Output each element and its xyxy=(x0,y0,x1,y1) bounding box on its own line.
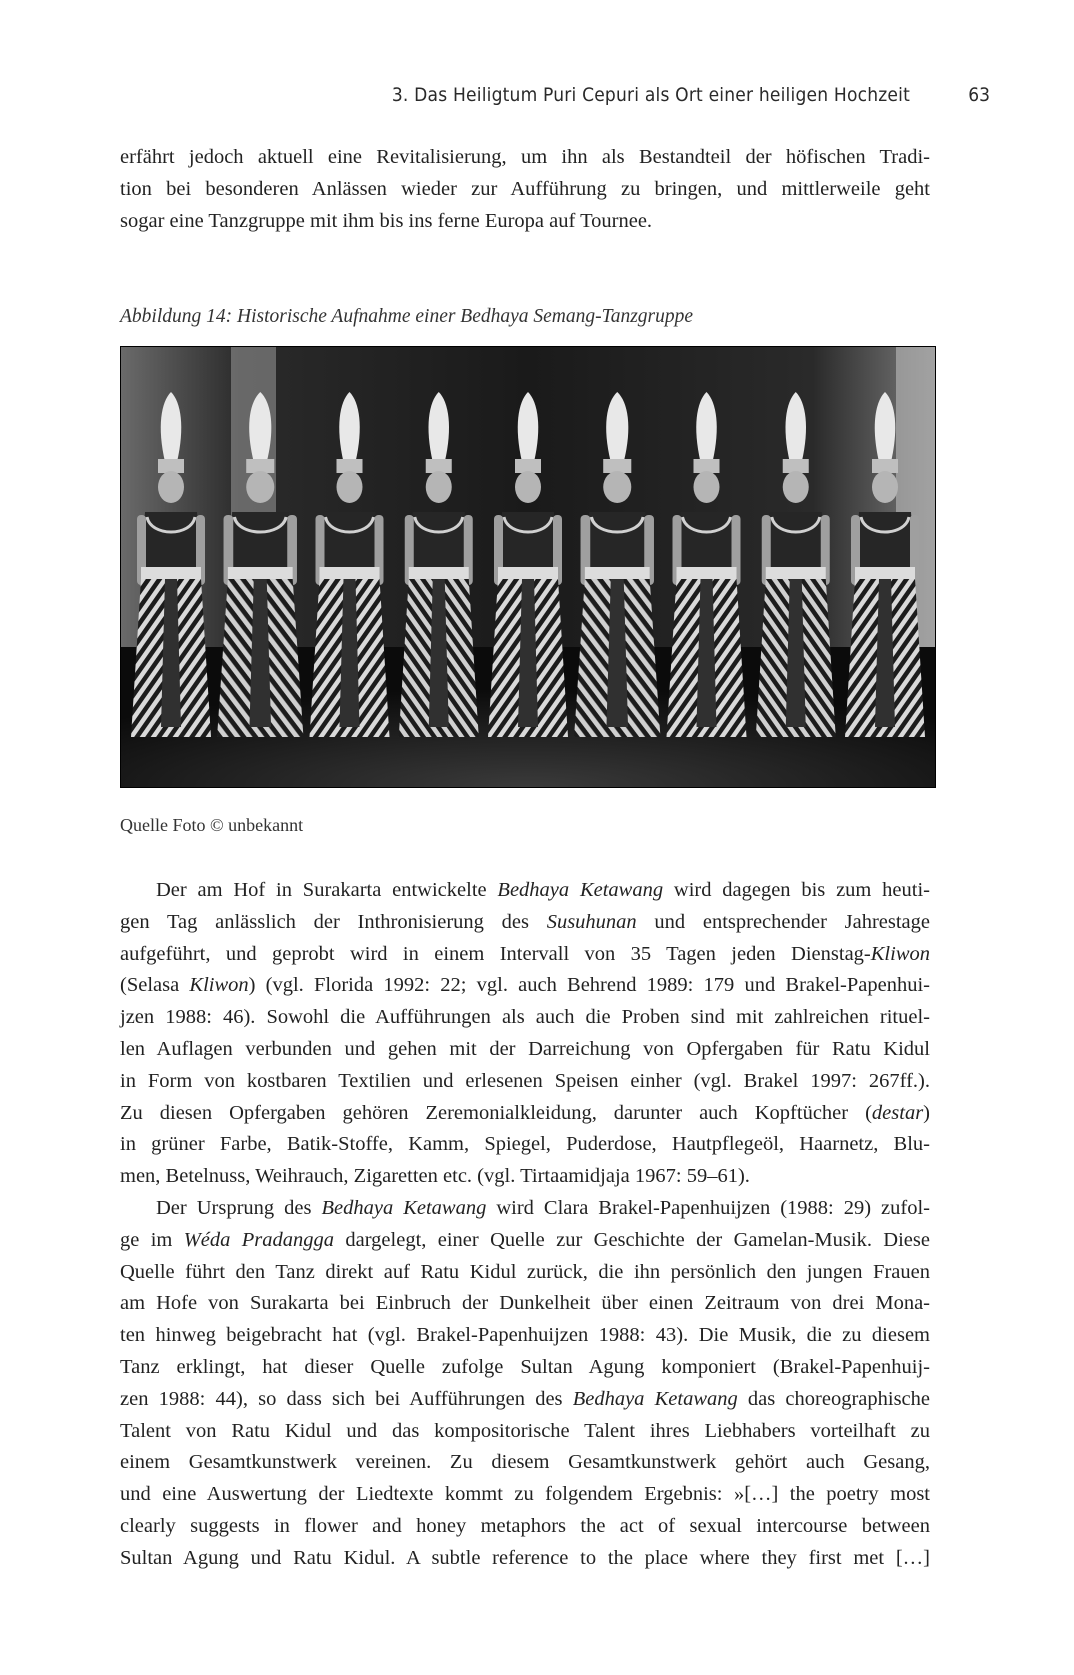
chapter-title: 3. Das Heiligtum Puri Cepuri als Ort einer heiligen Hochzeit xyxy=(391,84,910,106)
face xyxy=(426,471,452,503)
figure-source: Quelle Foto © unbekannt xyxy=(120,815,304,835)
text-line: und eine Auswertung der Liedtexte kommt zu folgendem Ergebnis: »[…] the poetry most xyxy=(120,1483,930,1506)
page-number: 63 xyxy=(968,84,990,106)
text-line: in Form von kostbaren Textilien und erlesenen Speisen einher (vgl. Brakel 1997: 267ff.). xyxy=(120,1069,930,1092)
sash xyxy=(498,567,558,579)
paragraph-origin xyxy=(120,1193,930,1575)
crown xyxy=(783,459,809,473)
face xyxy=(603,471,631,503)
face xyxy=(337,471,363,503)
text-line: aufgeführt, und geprobt wird in einem Intervall von 35 Tagen jeden Dienstag-Kliwon xyxy=(120,942,930,965)
text-line: jzen 1988: 46). Sowohl die Aufführungen als auch die Proben sind mit zahlreichen rituel- xyxy=(120,1006,930,1029)
sash xyxy=(766,567,826,579)
text-line: Talent von Ratu Kidul und das kompositorische Talent ihres Liebhabers vorteilhaft zu xyxy=(120,1419,930,1442)
face xyxy=(872,471,898,503)
text-line: erfährt jedoch aktuell eine Revitalisierung, um ihn als Bestandteil der höfischen Tradi- xyxy=(120,146,930,168)
face xyxy=(783,471,809,503)
text-line: Sultan Agung und Ratu Kidul. A subtle reference to the place where they first met […] xyxy=(120,1546,930,1569)
crown xyxy=(694,459,720,473)
face xyxy=(694,471,720,503)
crown xyxy=(515,459,541,473)
text-line: Der Ursprung des Bedhaya Ketawang wird Clara Brakel-Papenhuijzen (1988: 29) zufol- xyxy=(156,1197,930,1219)
face xyxy=(515,471,541,503)
text-line: clearly suggests in flower and honey metaphors the act of sexual intercourse between xyxy=(120,1514,930,1537)
crown xyxy=(872,459,898,473)
text-line: ten hinweg beigebracht hat (vgl. Brakel-Papenhuijzen 1988: 43). Die Musik, die zu diesem xyxy=(120,1324,930,1347)
text-line: einem Gesamtkunstwerk vereinen. Zu diesem Gesamtkunstwerk gehört auch Gesang, xyxy=(120,1451,930,1474)
text-line: ge im Wéda Pradangga dargelegt, einer Quelle zur Geschichte der Gamelan-Musik. Diese xyxy=(120,1228,930,1251)
sash xyxy=(141,567,201,579)
face xyxy=(246,471,274,503)
paragraph-intro xyxy=(120,142,930,237)
text-line: in grüner Farbe, Batik-Stoffe, Kamm, Spiegel, Puderdose, Hautpflegeöl, Haarnetz, Blu- xyxy=(120,1133,930,1156)
text-line: sogar eine Tanzgruppe mit ihm bis ins ferne Europa auf Tournee. xyxy=(120,209,653,232)
sash xyxy=(320,567,380,579)
crown xyxy=(246,459,274,473)
running-header xyxy=(120,80,990,110)
crown xyxy=(426,459,452,473)
text-line: men, Betelnuss, Weihrauch, Zigaretten etc. (vgl. Tirtaamidjaja 1967: 59–61). xyxy=(120,1165,750,1188)
face xyxy=(158,471,184,503)
paragraph-bedhaya-ketawang xyxy=(120,875,930,1193)
sash xyxy=(585,567,650,579)
sash xyxy=(855,567,915,579)
text-line: Quelle führt den Tanz direkt auf Ratu Kidul zurück, die ihn persönlich den jungen Frauen xyxy=(120,1260,930,1283)
text-line: tion bei besonderen Anlässen wieder zur Aufführung zu bringen, und mittlerweile geht xyxy=(120,177,930,200)
crown xyxy=(158,459,184,473)
sash xyxy=(677,567,737,579)
text-line: len Auflagen verbunden und gehen mit der Darreichung von Opfergaben für Ratu Kidul xyxy=(120,1037,930,1060)
text-line: Der am Hof in Surakarta entwickelte Bedhaya Ketawang wird dagegen bis zum heuti- xyxy=(156,879,930,901)
text-line: Tanz erklingt, hat dieser Quelle zufolge Sultan Agung komponiert (Brakel-Papenhuij- xyxy=(120,1355,930,1378)
sash xyxy=(409,567,469,579)
text-line: zen 1988: 44), so dass sich bei Aufführungen des Bedhaya Ketawang das choreographische xyxy=(120,1387,930,1410)
text-line: am Hofe von Surakarta bei Einbruch der Dunkelheit über einen Zeitraum von drei Mona- xyxy=(120,1292,930,1315)
dance-group-photo xyxy=(121,347,935,787)
figure-caption: Abbildung 14: Historische Aufnahme einer Bedhaya Semang-Tanzgruppe xyxy=(120,306,694,327)
text-line: Zu diesen Opfergaben gehören Zeremonialkleidung, darunter auch Kopftücher (destar) xyxy=(120,1101,930,1124)
historical-photo xyxy=(120,346,936,788)
sash xyxy=(228,567,293,579)
text-line: gen Tag anlässlich der Inthronisierung des Susuhunan und entsprechender Jahrestage xyxy=(120,910,931,933)
crown xyxy=(337,459,363,473)
text-line: (Selasa Kliwon) (vgl. Florida 1992: 22; vgl. auch Behrend 1989: 179 und Brakel-Papenhui- xyxy=(120,974,930,997)
crown xyxy=(603,459,631,473)
